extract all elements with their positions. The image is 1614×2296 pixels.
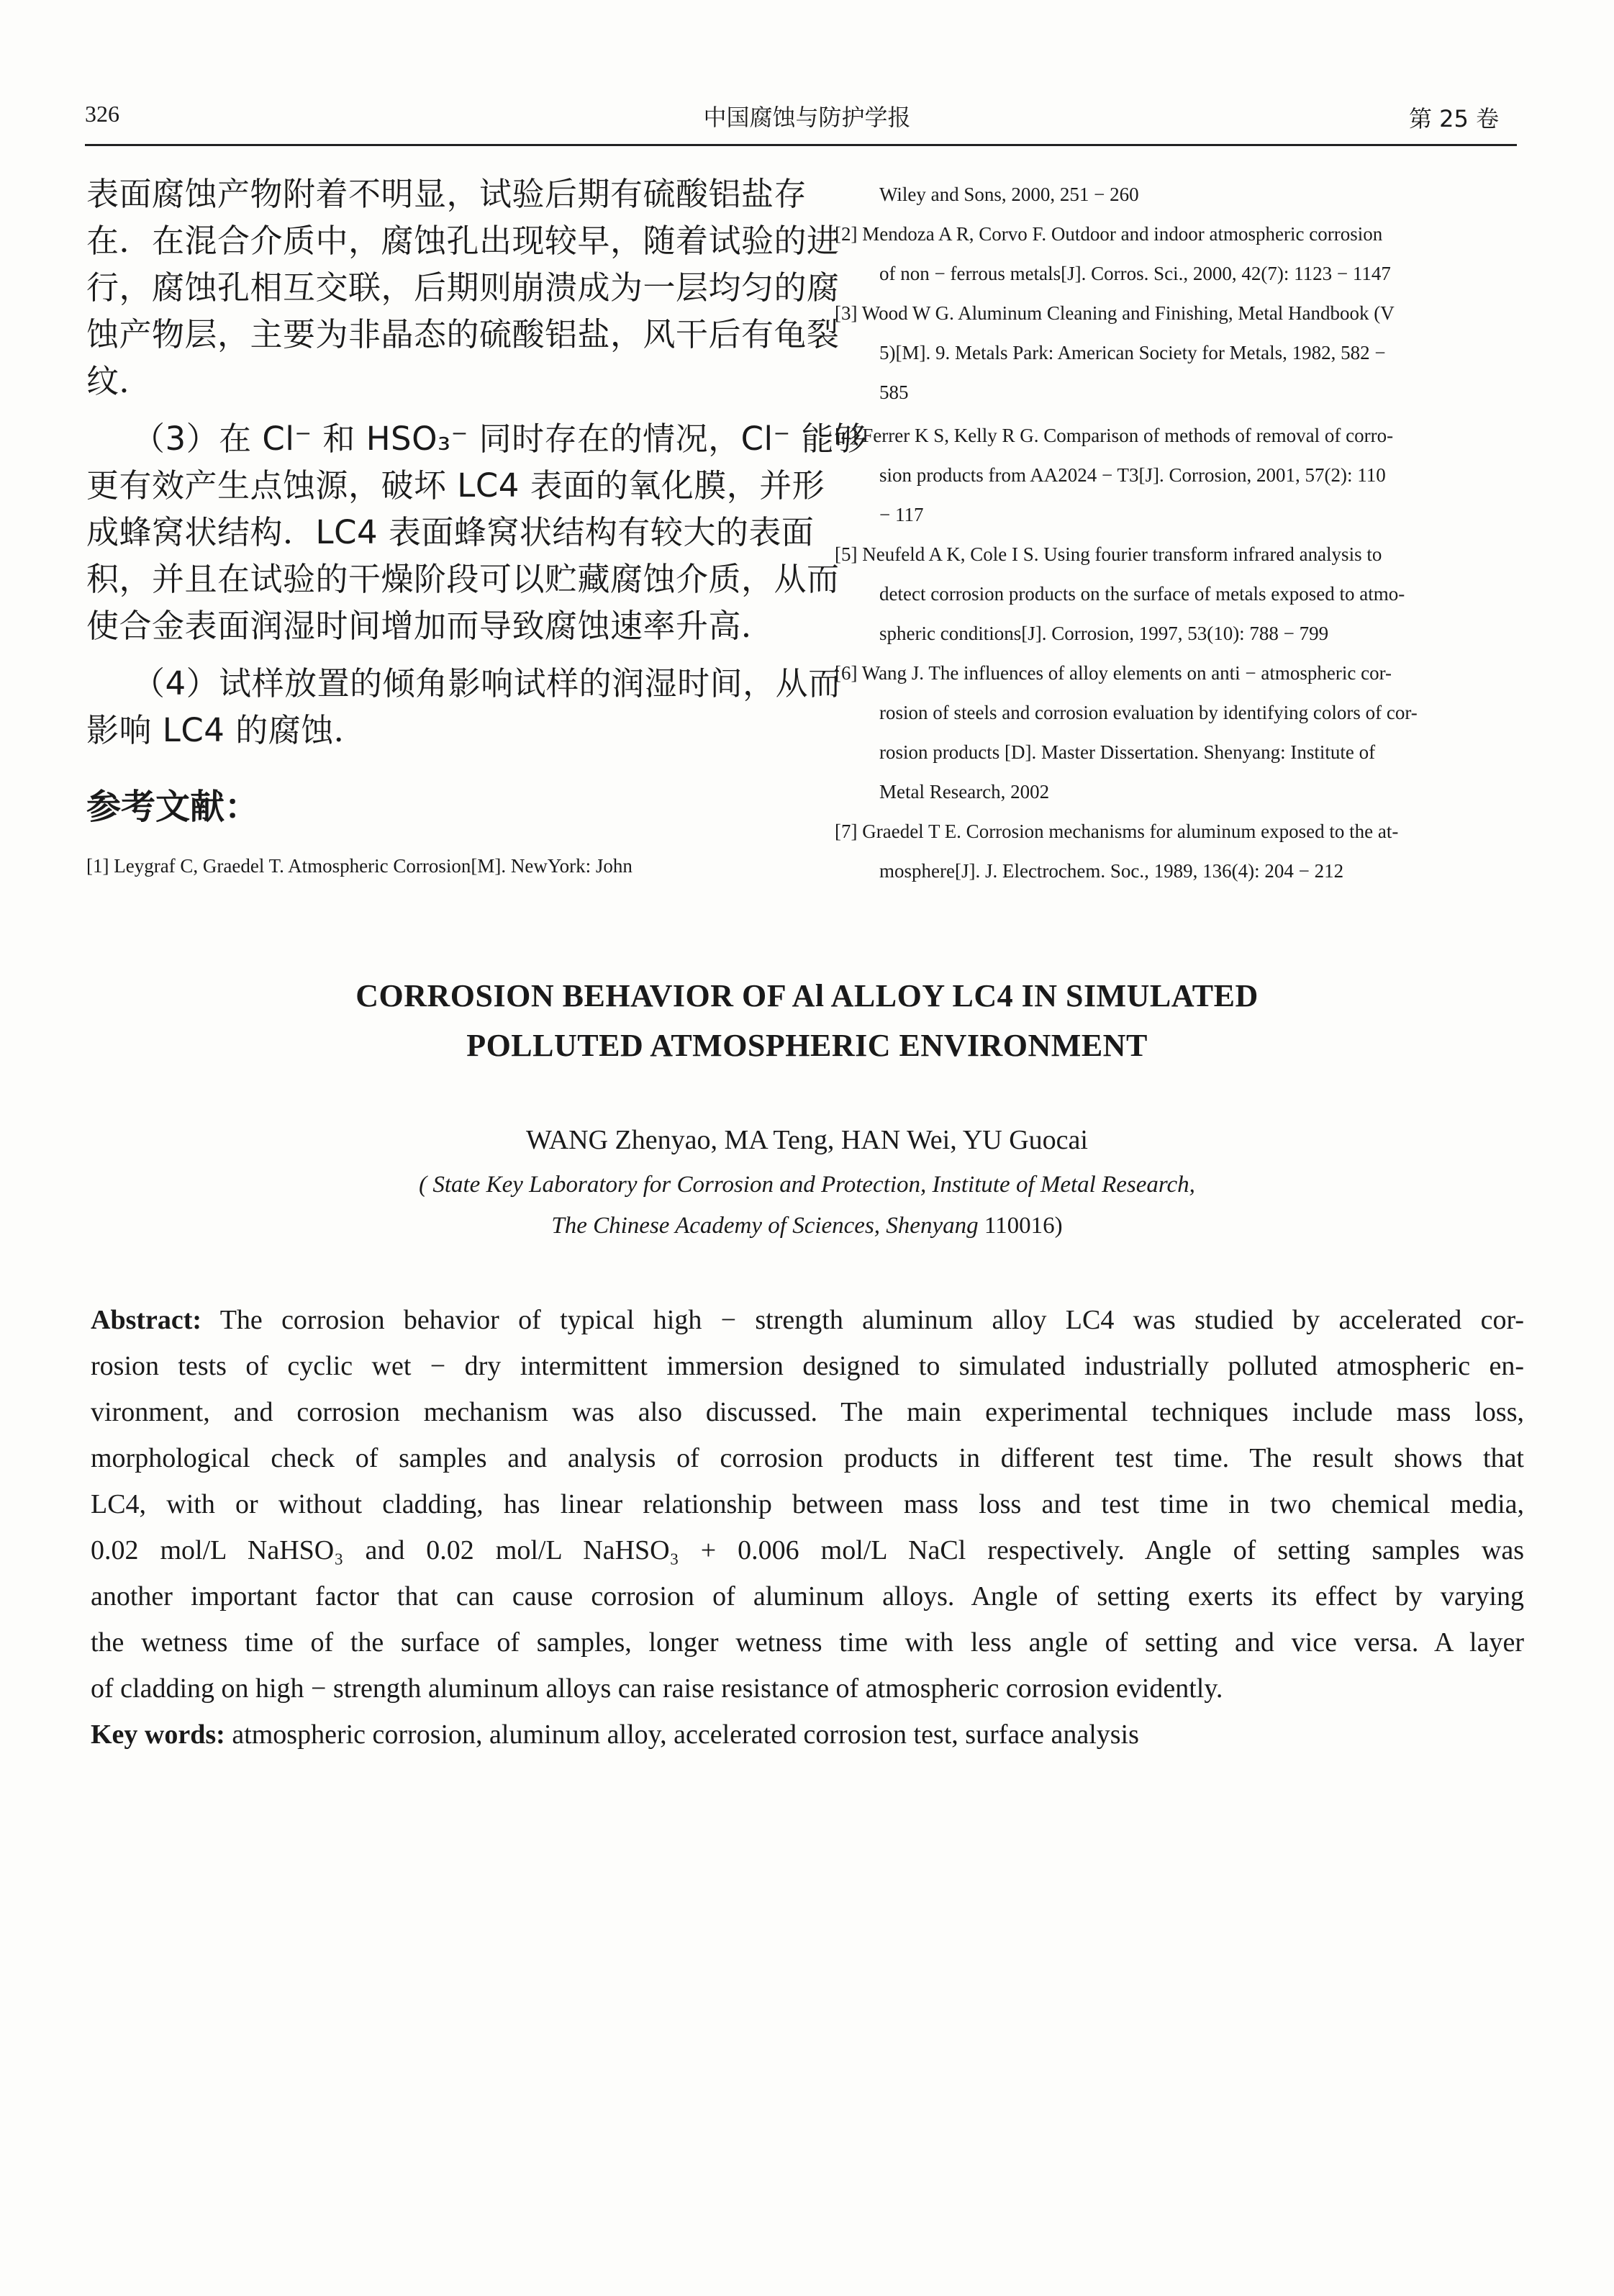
reference-line: spheric conditions[J]. Corrosion, 1997, 53(10): 788 − 799 bbox=[879, 623, 1329, 644]
body-line: 在．在混合介质中，腐蚀孔出现较早，随着试验的进 bbox=[86, 222, 840, 260]
abstract-line: the wetness time of the surface of samples, longer wetness time with less angle of setting and vice versa. A layer bbox=[91, 1627, 1524, 1658]
reference-line: Wiley and Sons, 2000, 251 − 260 bbox=[879, 184, 1139, 205]
header-rule bbox=[85, 144, 1517, 146]
affiliation-institution: The Chinese Academy of Sciences, Shenyang bbox=[551, 1213, 979, 1239]
body-line: （4）试样放置的倾角影响试样的润湿时间，从而 bbox=[132, 664, 841, 702]
affiliation-line-1: ( State Key Laboratory for Corrosion and Protection, Institute of Metal Research, bbox=[419, 1172, 1195, 1198]
reference-line: [7] Graedel T E. Corrosion mechanisms for aluminum exposed to the at- bbox=[835, 821, 1399, 842]
reference-line: rosion of steels and corrosion evaluation by identifying colors of cor- bbox=[879, 702, 1418, 723]
reference-line: − 117 bbox=[879, 504, 924, 525]
reference-line: [1] Leygraf C, Graedel T. Atmospheric Corrosion[M]. NewYork: John bbox=[86, 855, 633, 877]
abstract-text: The corrosion behavior of typical high − strength aluminum alloy LC4 was studied by accelerated cor- bbox=[219, 1305, 1524, 1335]
reference-line: 5)[M]. 9. Metals Park: American Society for Metals, 1982, 582 − bbox=[879, 342, 1386, 363]
author-list: WANG Zhenyao, MA Teng, HAN Wei, YU Guocai bbox=[526, 1125, 1088, 1155]
reference-line: Metal Research, 2002 bbox=[879, 781, 1050, 803]
keywords-text: atmospheric corrosion, aluminum alloy, accelerated corrosion test, surface analysis bbox=[232, 1719, 1139, 1750]
references-heading: 参考文献： bbox=[86, 787, 260, 827]
abstract-line: 0.02 mol/L NaHSO₃ and 0.02 mol/L NaHSO₃ + 0.006 mol/L NaCl respectively. Angle of setting samples was bbox=[91, 1535, 1524, 1565]
reference-line: [3] Wood W G. Aluminum Cleaning and Finishing, Metal Handbook (V bbox=[835, 302, 1395, 324]
body-line: 蚀产物层，主要为非晶态的硫酸铝盐，风干后有龟裂 bbox=[86, 315, 840, 353]
abstract-label: Abstract: bbox=[91, 1305, 202, 1335]
body-line: 积，并且在试验的干燥阶段可以贮藏腐蚀介质，从而 bbox=[86, 560, 840, 598]
abstract-line: morphological check of samples and analysis of corrosion products in different test time. The result shows that bbox=[91, 1443, 1524, 1473]
body-line: 成蜂窝状结构．LC4 表面蜂窝状结构有较大的表面 bbox=[86, 513, 815, 551]
abstract-line: of cladding on high − strength aluminum alloys can raise resistance of atmospheric corrosion evidently. bbox=[91, 1673, 1223, 1704]
reference-line: 585 bbox=[879, 381, 909, 403]
reference-line: detect corrosion products on the surface of metals exposed to atmo- bbox=[879, 583, 1405, 605]
page-number: 326 bbox=[85, 101, 119, 127]
reference-line: [5] Neufeld A K, Cole I S. Using fourier transform infrared analysis to bbox=[835, 543, 1382, 565]
reference-line: mosphere[J]. J. Electrochem. Soc., 1989, 136(4): 204 − 212 bbox=[879, 860, 1344, 882]
english-title-line-2: POLLUTED ATMOSPHERIC ENVIRONMENT bbox=[466, 1028, 1148, 1063]
body-line: 影响 LC4 的腐蚀． bbox=[86, 711, 367, 749]
affiliation-postcode: 110016) bbox=[984, 1213, 1063, 1239]
reference-line: rosion products [D]. Master Dissertation. Shenyang: Institute of bbox=[879, 741, 1376, 763]
body-line: 使合金表面润湿时间增加而导致腐蚀速率升高． bbox=[86, 607, 774, 645]
body-line: （3）在 Cl⁻ 和 HSO₃⁻ 同时存在的情况，Cl⁻ 能够 bbox=[132, 420, 867, 458]
abstract-line: LC4, with or without cladding, has linear relationship between mass loss and test time in two chemical media, bbox=[91, 1489, 1524, 1519]
reference-line: [4] Ferrer K S, Kelly R G. Comparison of methods of removal of corro- bbox=[835, 425, 1394, 446]
body-line: 行，腐蚀孔相互交联，后期则崩溃成为一层均匀的腐 bbox=[86, 268, 840, 307]
abstract-line: vironment, and corrosion mechanism was also discussed. The main experimental techniques include mass loss, bbox=[91, 1397, 1524, 1427]
journal-title: 中国腐蚀与防护学报 bbox=[703, 104, 911, 131]
reference-line: [2] Mendoza A R, Corvo F. Outdoor and indoor atmospheric corrosion bbox=[835, 223, 1383, 245]
keywords-line bbox=[91, 1712, 1524, 1758]
keywords-label: Key words: bbox=[91, 1719, 225, 1750]
abstract-line: another important factor that can cause corrosion of aluminum alloys. Angle of setting exerts its effect by varying bbox=[91, 1581, 1524, 1612]
body-line: 表面腐蚀产物附着不明显，试验后期有硫酸铝盐存 bbox=[86, 175, 807, 213]
volume-label: 第 25 卷 bbox=[1409, 105, 1500, 132]
reference-line: of non − ferrous metals[J]. Corros. Sci., 2000, 42(7): 1123 − 1147 bbox=[879, 263, 1391, 284]
abstract-line bbox=[91, 1297, 1524, 1343]
abstract-line: rosion tests of cyclic wet − dry intermittent immersion designed to simulated industrially polluted atmospheric en- bbox=[91, 1351, 1524, 1381]
reference-line: sion products from AA2024 − T3[J]. Corrosion, 2001, 57(2): 110 bbox=[879, 464, 1386, 486]
body-line: 更有效产生点蚀源，破坏 LC4 表面的氧化膜，并形 bbox=[86, 466, 825, 505]
body-line: 纹． bbox=[86, 362, 153, 400]
affiliation-line-2 bbox=[0, 1213, 1614, 1239]
reference-line: [6] Wang J. The influences of alloy elements on anti − atmospheric cor- bbox=[835, 662, 1392, 684]
english-title-line-1: CORROSION BEHAVIOR OF Al ALLOY LC4 IN SIMULATED bbox=[355, 978, 1259, 1013]
